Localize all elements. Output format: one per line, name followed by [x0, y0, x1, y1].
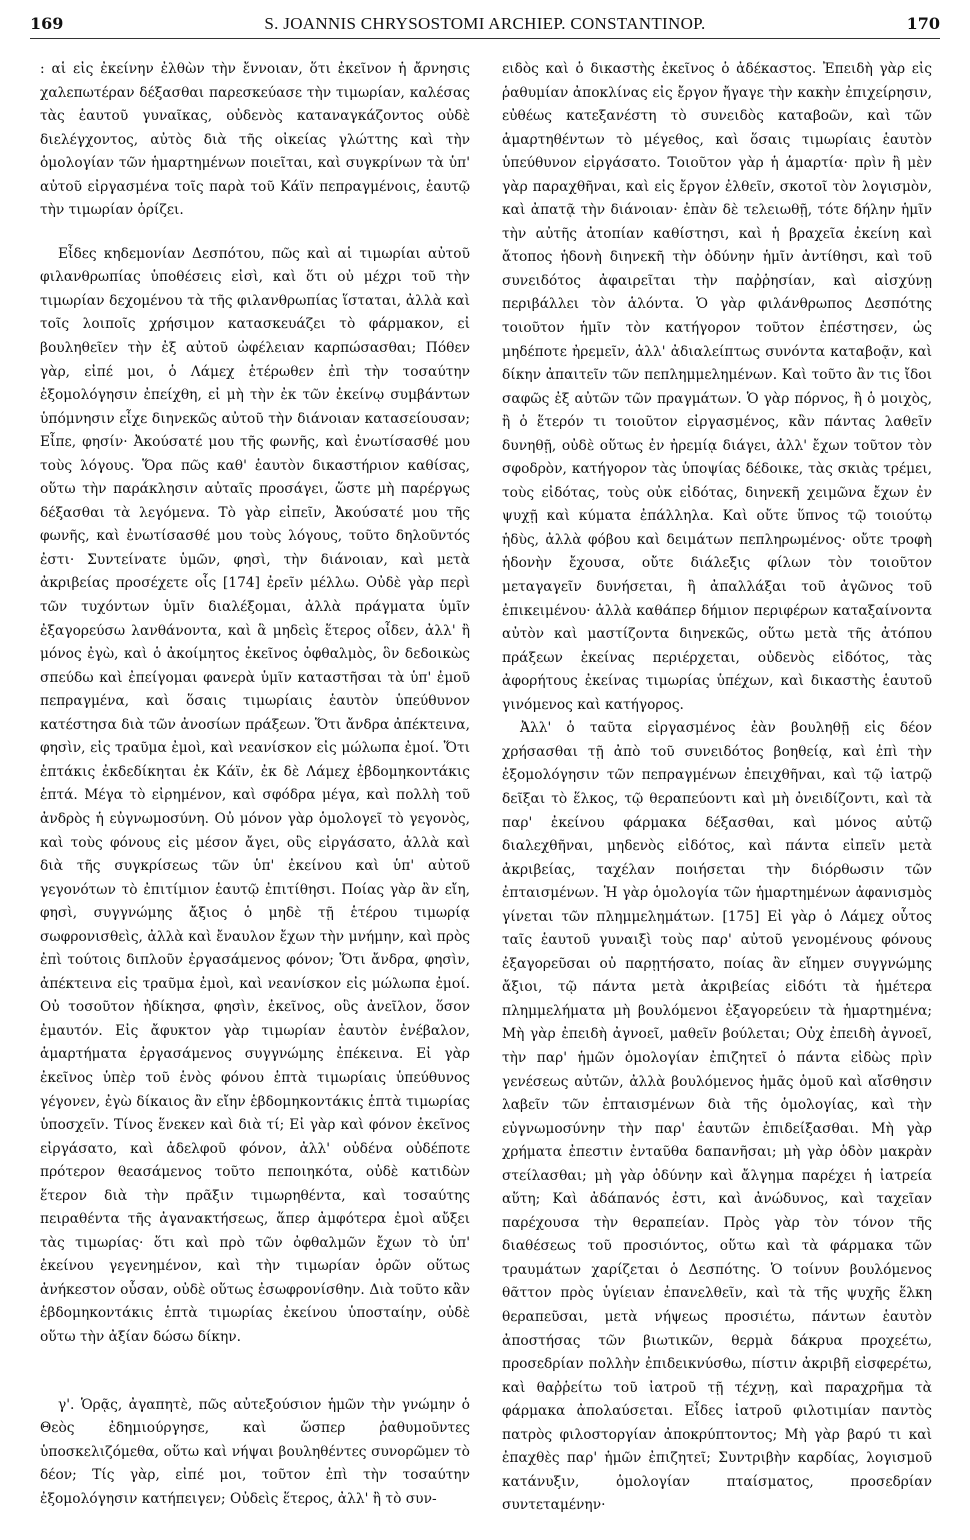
running-title: S. JOANNIS CHRYSOSTOMI ARCHIEP. CONSTANTINOP.	[264, 14, 706, 33]
page-number-right: 170	[906, 14, 940, 33]
paragraph: Εἶδες κηδεμονίαν Δεσπότου, πῶς καὶ αἱ τιμωρίαι αὐτοῦ φιλανθρωπίας ὑποθέσεις εἰσὶ, καὶ ὅτι οὐ μέχρι τοῦ τὴν τιμωρίαν δεχομένου τὰ τῆς φιλανθρωπίας ἵσταται, ἀλλὰ καὶ τοῖς λοιποῖς χρήσιμον κατασκευάζει τὸ φάρμακον, εἰ βουληθεῖεν τὴν ἐξ αὐτοῦ ὠφέλειαν καρπώσασθαι; Πόθεν γὰρ, εἰπέ μοι, ὁ Λάμεχ ἑτέρωθεν ἐπὶ τὴν τοσαύτην ἐξομολόγησιν ἐπείχθη, εἰ μὴ τὴν ἐκ τῶν ἐκείνῳ συμβάντων ὑπόμνησιν εἶχε διηνεκῶς αὐτοῦ τὴν διάνοιαν κατασείουσαν; Εἶπε, φησίν· Ἀκούσατέ μου τῆς φωνῆς, καὶ ἐνωτίσασθέ μου τοὺς λόγους. Ὅρα πῶς καθ' ἑαυτὸν δικαστήριον καθίσας, οὕτω τὴν παράκλησιν αὐταῖς προσάγει, ὥστε μὴ παρέργως δέξασθαι τὰ λεγόμενα. Τὸ γὰρ εἰπεῖν, Ἀκούσατέ μου τῆς φωνῆς, καὶ ἐνωτίσασθέ μου τοὺς λόγους, τοῦτο δηλοῦντός ἐστι· Συντείνατε ὑμῶν, φησὶ, τὴν διάνοιαν, καὶ μετὰ ἀκριβείας προσέχετε οἷς [174] ἐρεῖν μέλλω. Οὐδὲ γὰρ περὶ τῶν τυχόντων ὑμῖν διαλέξομαι, ἀλλὰ πράγματα ὑμῖν ἐξαγορεύσω λανθάνοντα, καὶ ἃ μηδεὶς ἕτερος οἶδεν, ἀλλ' ἢ μόνος ἐγὼ, καὶ ὁ ἀκοίμητος ἐκεῖνος ὀφθαλμὸς, ὃν δεδοικὼς σπεύδω καὶ ἐπείγομαι φανερὰ ὑμῖν καταστῆσαι τὰ ὑπ' ἐμοῦ πεπραγμένα, καὶ ὅσαις τιμωρίαις ἑαυτὸν ὑπεύθυνον κατέστησα διὰ τῶν ἀνοσίων πράξεων. Ὅτι ἄνδρα ἀπέκτεινα, φησὶν, εἰς τραῦμα ἐμοὶ, καὶ νεανίσκον εἰς μώλωπα ἐμοί. Ὅτι ἑπτάκις ἐκδεδίκηται ἐκ Κάϊν, ἐκ δὲ Λάμεχ ἑβδομηκοντάκις ἑπτά. Μέγα τὸ εἰρημένον, καὶ σφόδρα μέγα, καὶ πολλὴ τοῦ ἀνδρὸς ἡ εὐγνωμοσύνη. Οὐ μόνον γὰρ ὁμολογεῖ τὸ γεγονὸς, καὶ τοὺς φόνους εἰς μέσον ἄγει, οὓς εἰργάσατο, ἀλλὰ καὶ διὰ τῆς συγκρίσεως τῶν ὑπ' ἐκείνου καὶ ὑπ' αὐτοῦ γεγονότων τὸ ἐπιτίμιον ἑαυτῷ ἐπιτίθησι. Ποίας γὰρ ἂν εἴη, φησὶ, συγγνώμης ἄξιος ὁ μηδὲ τῇ ἑτέρου τιμωρίᾳ σωφρονισθεὶς, ἀλλὰ καὶ ἔναυλον ἔχων τὴν μνήμην, καὶ πρὸς ἐπὶ τούτοις διπλοῦν ἐργασάμενος φόνον; Ὅτι ἄνδρα, φησὶν, ἀπέκτεινα εἰς τραῦμα ἐμοὶ, καὶ νεανίσκον εἰς μώλωπα ἐμοί. Οὐ τοσοῦτον ἠδίκησα, φησὶν, ἐκεῖνος, οὓς ἀνεῖλον, ὅσον ἐμαυτόν. Εἰς ἄφυκτον γὰρ τιμωρίαν ἐαυτὸν ἐνέβαλον, ἁμαρτήματα ἐργασάμενος συγγνώμης ἐπέκεινα. Εἰ γὰρ ἐκεῖνος ὑπὲρ τοῦ ἑνὸς φόνου ἑπτὰ τιμωρίαις ὑπεύθυνος γέγονεν, ἐγὼ δίκαιος ἂν εἴην ἑβδομηκοντάκις ἑπτὰ τιμωρίας ὑποσχεῖν. Τίνος ἕνεκεν καὶ διὰ τί; Εἰ γὰρ καὶ φόνον ἐκεῖνος εἰργάσατο, καὶ ἀδελφοῦ φόνον, ἀλλ' οὐδένα οὐδέποτε πρότερον θεασάμενος τοῦτο πεποιηκότα, οὐδὲ κατιδὼν ἕτερον διὰ τὴν πρᾶξιν τιμωρηθέντα, καὶ τοσαύτης πειραθέντα τῆς ἀγανακτήσεως, ἅπερ ἀμφότερα ἐμοὶ αὔξει τὰς τιμωρίας· ὅτι καὶ πρὸ τῶν ὀφθαλμῶν ἔχων τὸ ὑπ' ἐκείνου γεγενημένον, καὶ τὴν τιμωρίαν ὁρῶν οὕτως ἀνήκεστον οὖσαν, οὐδὲ οὕτως ἐσωφρονίσθην. Διὰ τοῦτο κἂν ἑβδομηκοντάκις ἑπτὰ τιμωρίας ἐκείνου ὑποσταίην, οὐδὲ οὕτω τὴν ἀξίαν δώσω δίκην.	[40, 245, 470, 1345]
paragraph: : αἱ εἰς ἐκείνην ἐλθὼν τὴν ἔννοιαν, ὅτι ἐκεῖνον ἡ ἄρνησις χαλεπωτέραν δέξασθαι παρεσκεύασε τὴν τιμωρίαν, καλέσας τὰς ἑαυτοῦ γυναῖκας, οὐδενὸς καταναγκάζοντος οὐδὲ διελέγχοντος, αὐτὸς διὰ τῆς οἰκείας γλώττης καὶ τὴν ὁμολογίαν τῶν ἡμαρτημένων ποιεῖται, καὶ συγκρίνων τὰ ὑπ' αὐτοῦ εἰργασμένα τοῖς παρὰ τοῦ Κάϊν πεπραγμένοις, ἑαυτῷ τὴν τιμωρίαν ὁρίζει.	[40, 61, 470, 219]
section-paragraph: γ'. Ὁρᾷς, ἀγαπητὲ, πῶς αὐτεξούσιον ἡμῶν τὴν γνώμην ὁ Θεὸς ἐδημιούργησε, καὶ ὥσπερ ῥαθυμοῦντες ὑποσκελιζόμεθα, οὕτω καὶ νήψαι βουληθέντες συνορῶμεν τὸ δέον; Τίς γὰρ, εἰπέ μοι, τοῦτον ἐπὶ τὴν τοσαύτην ἐξομολόγησιν κατήπειγεν; Οὐδεὶς ἕτερος, ἀλλ' ἢ τὸ συν-	[40, 1396, 470, 1507]
paragraph: Ἀλλ' ὁ ταῦτα εἰργασμένος ἐὰν βουληθῇ εἰς δέον χρήσασθαι τῇ ἀπὸ τοῦ συνειδότος βοηθείᾳ, καὶ ἐπὶ τὴν ἐξομολόγησιν τῶν πεπραγμένων ἐπειχθῆναι, καὶ τῷ ἰατρῷ δεῖξαι τὸ ἕλκος, τῷ θεραπεύοντι καὶ μὴ ὀνειδίζοντι, καὶ τὰ παρ' ἐκείνου φάρμακα δέξασθαι, καὶ μόνος αὐτῷ διαλεχθῆναι, μηδενὸς εἰδότος, καὶ πάντα εἰπεῖν μετὰ ἀκριβείας, ταχέλαν ποιήσεται τὴν διόρθωσιν τῶν ἐπταισμένων. Ἡ γὰρ ὁμολογία τῶν ἡμαρτημένων ἀφανισμὸς γίνεται τῶν πλημμελημάτων. [175] Εἰ γὰρ ὁ Λάμεχ οὗτος ταῖς ἑαυτοῦ γυναιξὶ τοὺς παρ' αὐτοῦ γενομένους φόνους ἐξαγορεῦσαι οὐ παρῃτήσατο, ποίας ἂν εἴημεν συγγνώμης ἄξιοι, τῷ πάντα μετὰ ἀκριβείας εἰδότι τὰ ἡμέτερα πλημμελήματα μὴ βουλόμενοι ἐξαγορεύειν τὰ ἡμαρτημένα; Μὴ γὰρ ἐπειδὴ ἀγνοεῖ, μαθεῖν βούλεται; Οὐχ ἐπειδὴ ἀγνοεῖ, τὴν παρ' ἡμῶν ὁμολογίαν ἐπιζητεῖ ὁ πάντα εἰδὼς πρὶν γενέσεως αὐτῶν, ἀλλὰ βουλόμενος ἡμᾶς ὁμοῦ καὶ αἴσθησιν λαβεῖν τῶν ἐπταισμένων διὰ τῆς ὁμολογίας, καὶ τὴν εὐγνωμοσύνην τὴν παρ' ἑαυτῶν ἐπιδείξασθαι. Μὴ γὰρ χρήματα ἐπεστιν ἐνταῦθα δαπανῆσαι; μὴ γὰρ ὁδὸν μακρὰν στείλασθαι; μὴ γὰρ ὀδύνην καὶ ἄλγημα παρέχει ἡ ἰατρεία αὕτη; Καὶ ἀδάπανός ἐστι, καὶ ἀνώδυνος, καὶ ταχεῖαν παρέχουσα τὴν θεραπείαν. Πρὸς γὰρ τὸν τόνον τῆς διαθέσεως τοῦ προσιόντος, οὕτω καὶ τὰ φάρμακα τῶν τραυμάτων χαρίζεται ὁ Δεσπότης. Ὁ τοίνυν βουλόμενος θᾶττον πρὸς ὑγίειαν ἐπανελθεῖν, καὶ τὰ τῆς ψυχῆς ἕλκη θεραπεῦσαι, μετὰ νήψεως προσιέτω, πάντων ἑαυτὸν ἀποστήσας τῶν βιωτικῶν, θερμὰ δάκρυα προχεέτω, προσεδρίαν πολλὴν ἐπιδεικνύσθω, πίστιν ἀκριβῆ εἰσφερέτω, καὶ θαῤῥείτω τοῦ ἰατροῦ τῇ τέχνῃ, καὶ παραχρῆμα τὰ φάρμακα ἀπολαύσεται. Εἶδες ἰατροῦ φιλοτιμίαν παντὸς πατρὸς φιλοστοργίαν ἀποκρύπτοντος; Μὴ γὰρ βαρύ τι καὶ ἐπαχθὲς παρ' ἡμῶν ἐπιζητεῖ; Συντριβὴν καρδίας, λογισμοῦ κατάνυξιν, ὁμολογίαν πταίσματος, προσεδρίαν συντεταμένην·	[502, 720, 932, 1514]
paragraph-gap	[40, 223, 470, 243]
paragraph: ειδὸς καὶ ὁ δικαστὴς ἐκεῖνος ὁ ἀδέκαστος. Ἐπειδὴ γὰρ εἰς ῥαθυμίαν ἀποκλίνας εἰς ἔργον ἤγαγε τὴν κακὴν ἐπιχείρησιν, εὐθέως κατεξανέστη τὸ συνειδὸς καταβοῶν, καὶ τῶν ἁμαρτηθέντων τὸ μέγεθος, καὶ ὅσαις τιμωρίαις ἑαυτὸν ὑπεύθυνον εἰργάσατο. Τοιοῦτον γὰρ ἡ ἁμαρτία· πρὶν ἢ μὲν γὰρ παραχθῆναι, καὶ εἰς ἔργον ἐλθεῖν, σκοτοῖ τὸν λογισμὸν, καὶ ἀπατᾷ τὴν διάνοιαν· ἐπὰν δὲ τελειωθῇ, τότε δήλην ἡμῖν τὴν αὐτῆς ἀτοπίαν καθίστησι, καὶ ἡ βραχεῖα ἐκείνη καὶ ἄτοπος ἡδονὴ διηνεκῆ τὴν ὀδύνην ἡμῖν ἀντίθησι, καὶ τοῦ συνειδότος ἀφαιρεῖται τὴν παῤῥησίαν, καὶ αἰσχύνῃ περιβάλλει τὸν ἁλόντα. Ὁ γὰρ φιλάνθρωπος Δεσπότης τοιοῦτον ἡμῖν τὸν κατήγορον τοῦτον ἐπέστησεν, ὡς μηδέποτε ἠρεμεῖν, ἀλλ' ἀδιαλείπτως συνόντα καταβοᾷν, καὶ δίκην ἀπαιτεῖν τῶν πεπλημμελημένων. Καὶ τοῦτο ἂν τις ἴδοι σαφῶς ἐξ αὐτῶν τῶν πραγμάτων. Ὁ γὰρ πόρνος, ἢ ὁ μοιχὸς, ἢ ὁ ἕτερόν τι τοιοῦτον εἰργασμένος, κἂν πάντας λαθεῖν δυνηθῇ, οὐδὲ οὕτως ἐν ἠρεμίᾳ διάγει, ἀλλ' ἔχων τοῦτον τὸν σφοδρὸν, κατήγορον τὰς ὑποψίας δέδοικε, τὰς σκιὰς τρέμει, τοὺς εἰδότας, τοὺς οὐκ εἰδότας, διηνεκῆ χειμῶνα ἔχων ἐν ψυχῇ καὶ κύματα ἐπάλληλα. Καὶ οὔτε ὕπνος τῷ τοιούτῳ ἡδὺς, ἀλλὰ φόβου καὶ δειμάτων πεπληρωμένος· οὔτε τροφὴ ἡδονὴν ἔχουσα, οὔτε διάλεξις φίλων τὸν τοιοῦτον μεταγαγεῖν δυνήσεται, ἢ ἀπαλλάξαι τοῦ ἀγῶνος τοῦ ἐπικειμένου· ἀλλὰ καθάπερ δήμιον περιφέρων καταξαίνοντα αὐτὸν καὶ μαστίζοντα διηνεκῶς, οὕτω μετὰ τῆς ἀτόπου πράξεων ἐκείνας περιέρχεται, οὐδενὸς εἰδότος, τὰς ἀφορήτους ἐκείνας τιμωρίας ὑπέχων, καὶ δικαστὴς ἑαυτοῦ γινόμενος καὶ κατήγορος.	[502, 61, 932, 713]
section-gap	[40, 1350, 470, 1394]
running-header	[30, 8, 940, 39]
right-column	[502, 58, 932, 1518]
page-number-left: 169	[30, 14, 64, 33]
left-column	[40, 58, 470, 1511]
